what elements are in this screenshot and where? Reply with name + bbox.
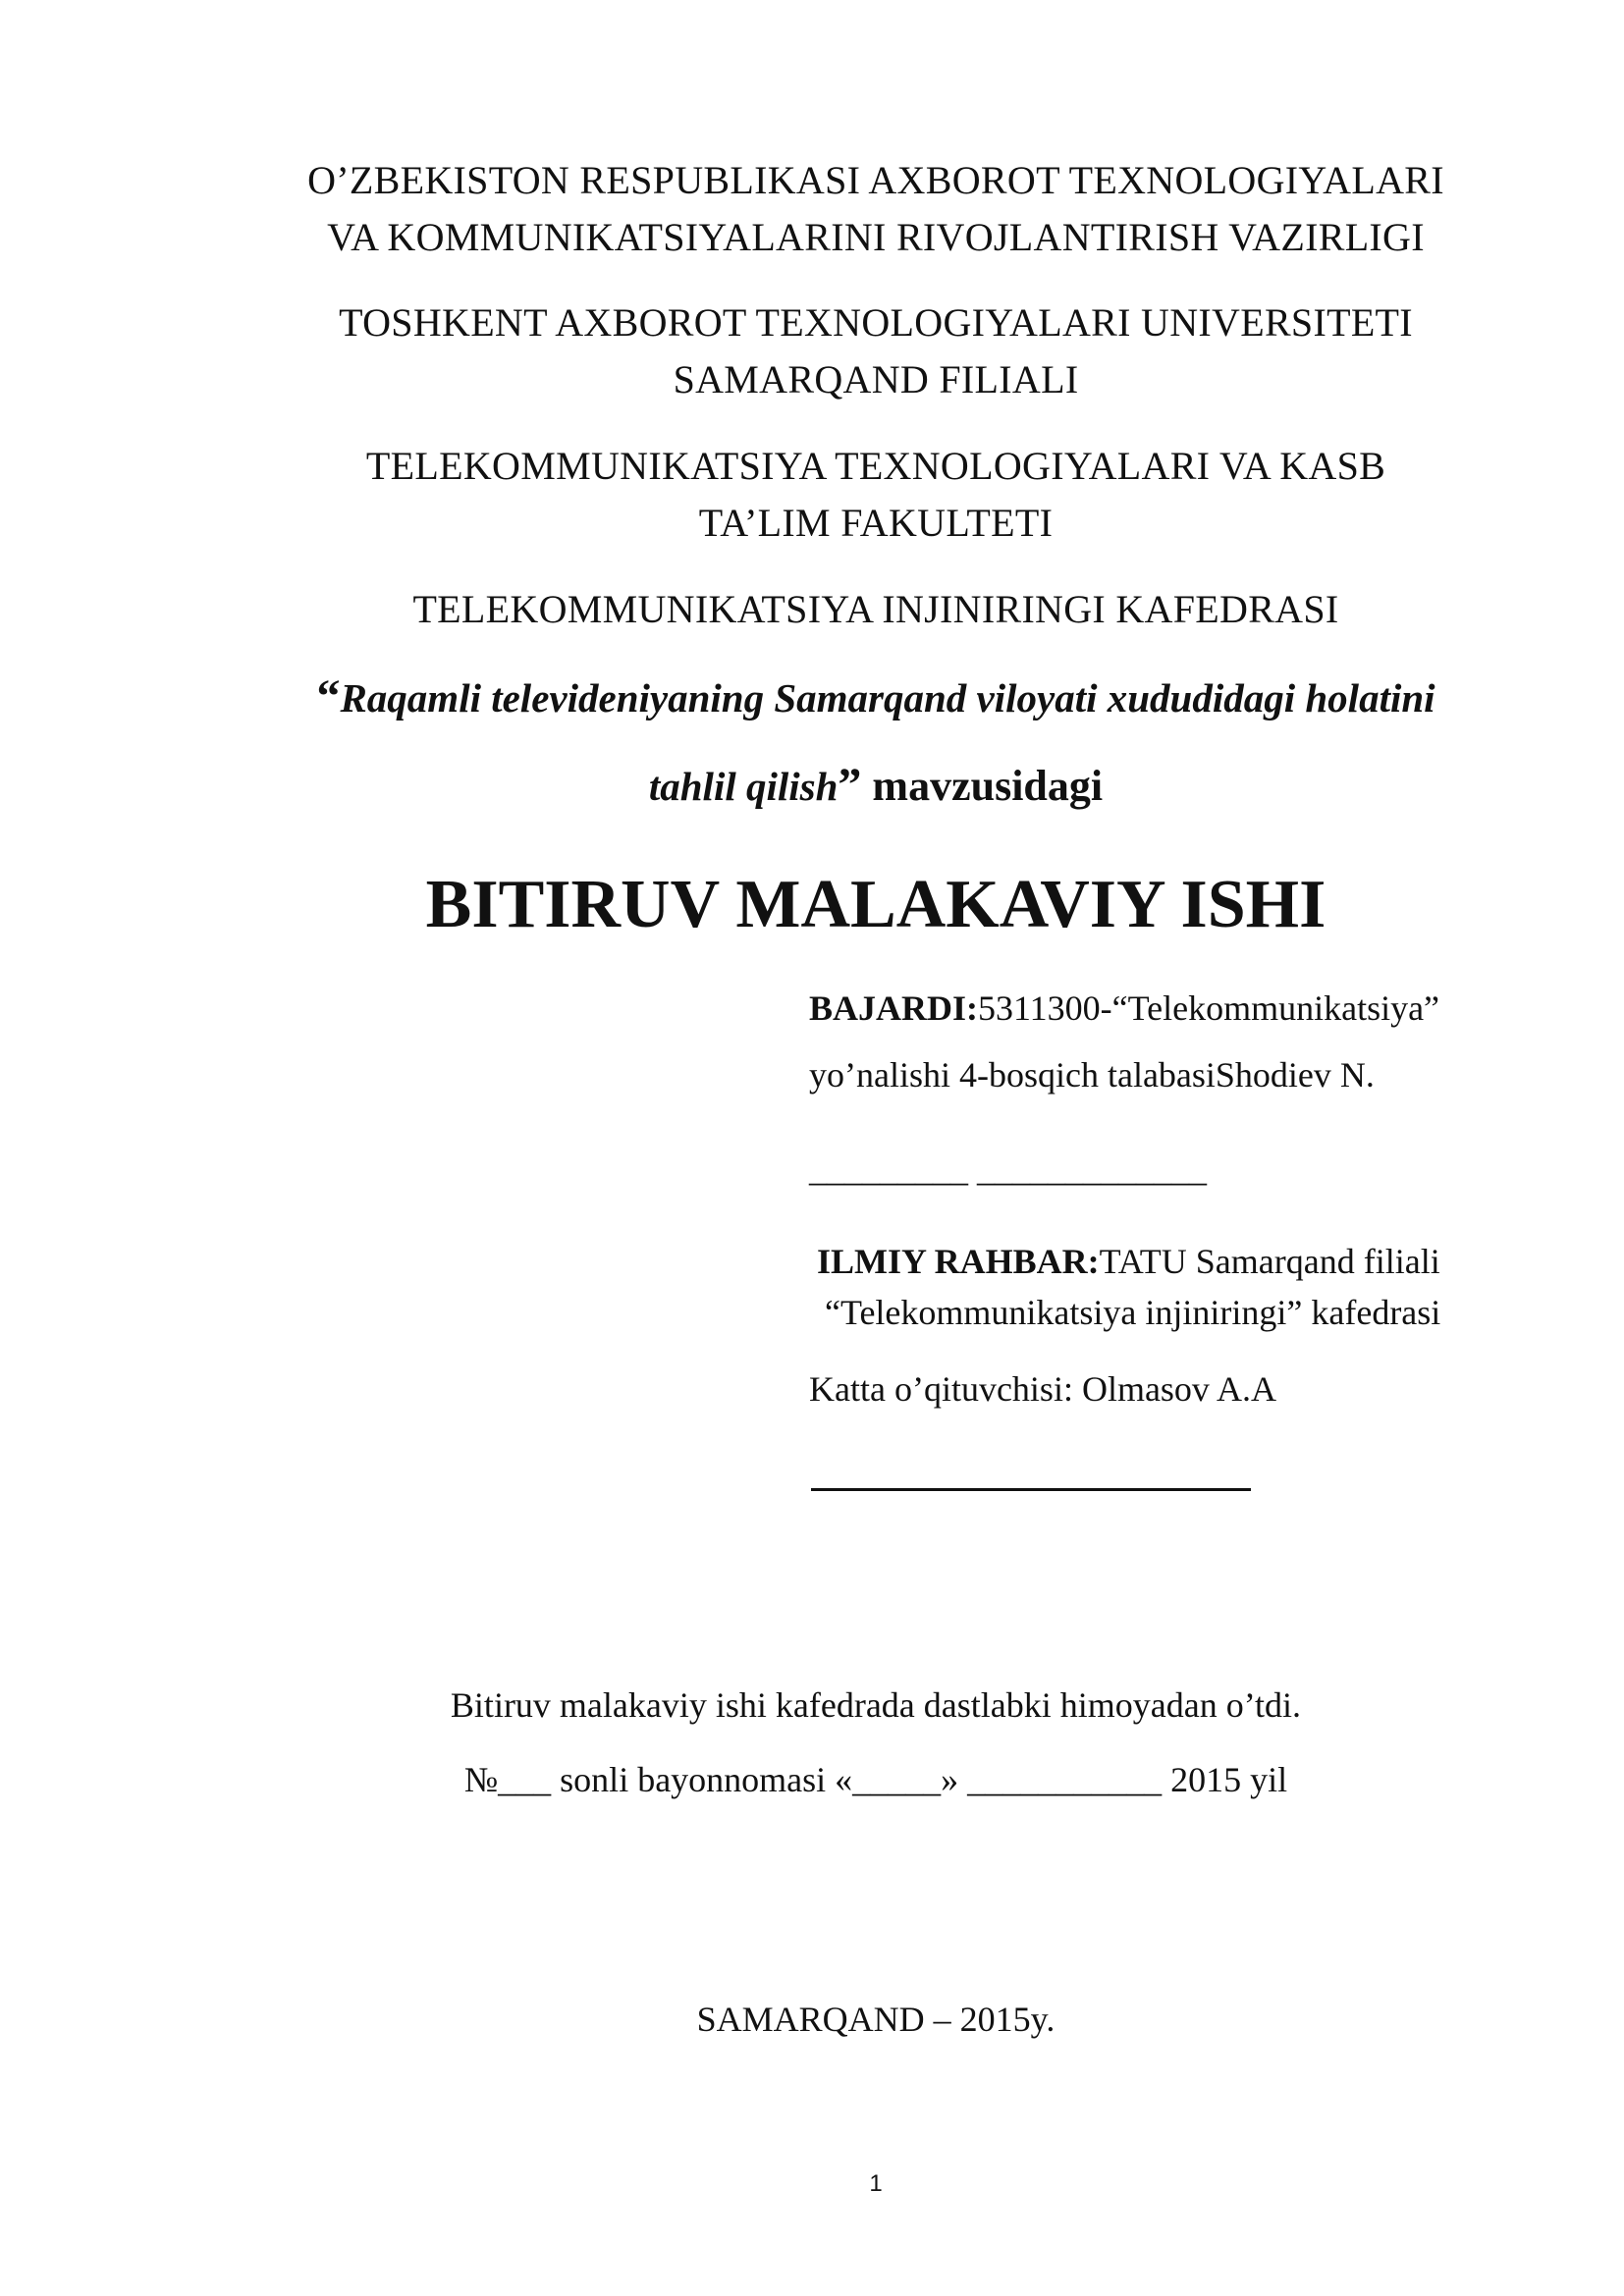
performer-line-1 xyxy=(809,986,1439,1031)
document-title: BITIRUV MALAKAVIY ISHI xyxy=(425,867,1326,942)
defense-line-2: №___ sonli bayonnomasi «_____» ___________ 2015 yil xyxy=(463,1760,1288,1799)
page-number: 1 xyxy=(869,2170,883,2197)
topic-close-quote: ” xyxy=(838,759,862,811)
department-name: TELEKOMMUNIKATSIYA INJINIRINGI KAFEDRASI xyxy=(412,587,1339,631)
topic-open-quote: “ xyxy=(316,670,341,722)
supervisor-label: ILMIY RAHBAR: xyxy=(817,1242,1100,1281)
performer-line-2: yo’nalishi 4-bosqich talabasiShodiev N. xyxy=(809,1055,1375,1095)
faculty-line-2: TA’LIM FAKULTETI xyxy=(698,501,1054,545)
supervisor-signature-line xyxy=(811,1488,1251,1491)
city-year: SAMARQAND – 2015y. xyxy=(696,2000,1056,2039)
topic-line-2 xyxy=(0,756,1624,816)
university-line-2: SAMARQAND FILIALI xyxy=(673,357,1079,401)
faculty-line-1: TELEKOMMUNIKATSIYA TEXNOLOGIYALARI VA KASB xyxy=(365,444,1386,488)
supervisor-line-1 xyxy=(817,1239,1440,1284)
topic-title-part-1: Raqamli televideniyaning Samarqand viloyati xududidagi holatini xyxy=(340,675,1435,721)
defense-line-1: Bitiruv malakaviy ishi kafedrada dastlabki himoyadan o’tdi. xyxy=(450,1685,1302,1725)
performer-label: BAJARDI: xyxy=(809,988,979,1028)
topic-title-part-2: tahlil qilish xyxy=(648,764,839,809)
performer-signature-line: _________ _____________ xyxy=(809,1149,1207,1189)
supervisor-line-2: “Telekommunikatsiya injiniringi” kafedrasi xyxy=(825,1293,1441,1332)
ministry-line-1: O’ZBEKISTON RESPUBLIKASI AXBOROT TEXNOLOGIYALARI xyxy=(307,158,1444,202)
performer-specialty: 5311300-“Telekommunikatsiya” xyxy=(978,988,1440,1028)
topic-suffix: mavzusidagi xyxy=(861,762,1104,810)
university-line-1: TOSHKENT AXBOROT TEXNOLOGIYALARI UNIVERSITETI xyxy=(339,300,1413,345)
ministry-line-2: VA KOMMUNIKATSIYALARINI RIVOJLANTIRISH VAZIRLIGI xyxy=(327,215,1425,259)
supervisor-organization: TATU Samarqand filiali xyxy=(1099,1242,1440,1281)
supervisor-line-3: Katta o’qituvchisi: Olmasov A.A xyxy=(809,1369,1276,1409)
topic-line-1 xyxy=(0,667,1624,727)
